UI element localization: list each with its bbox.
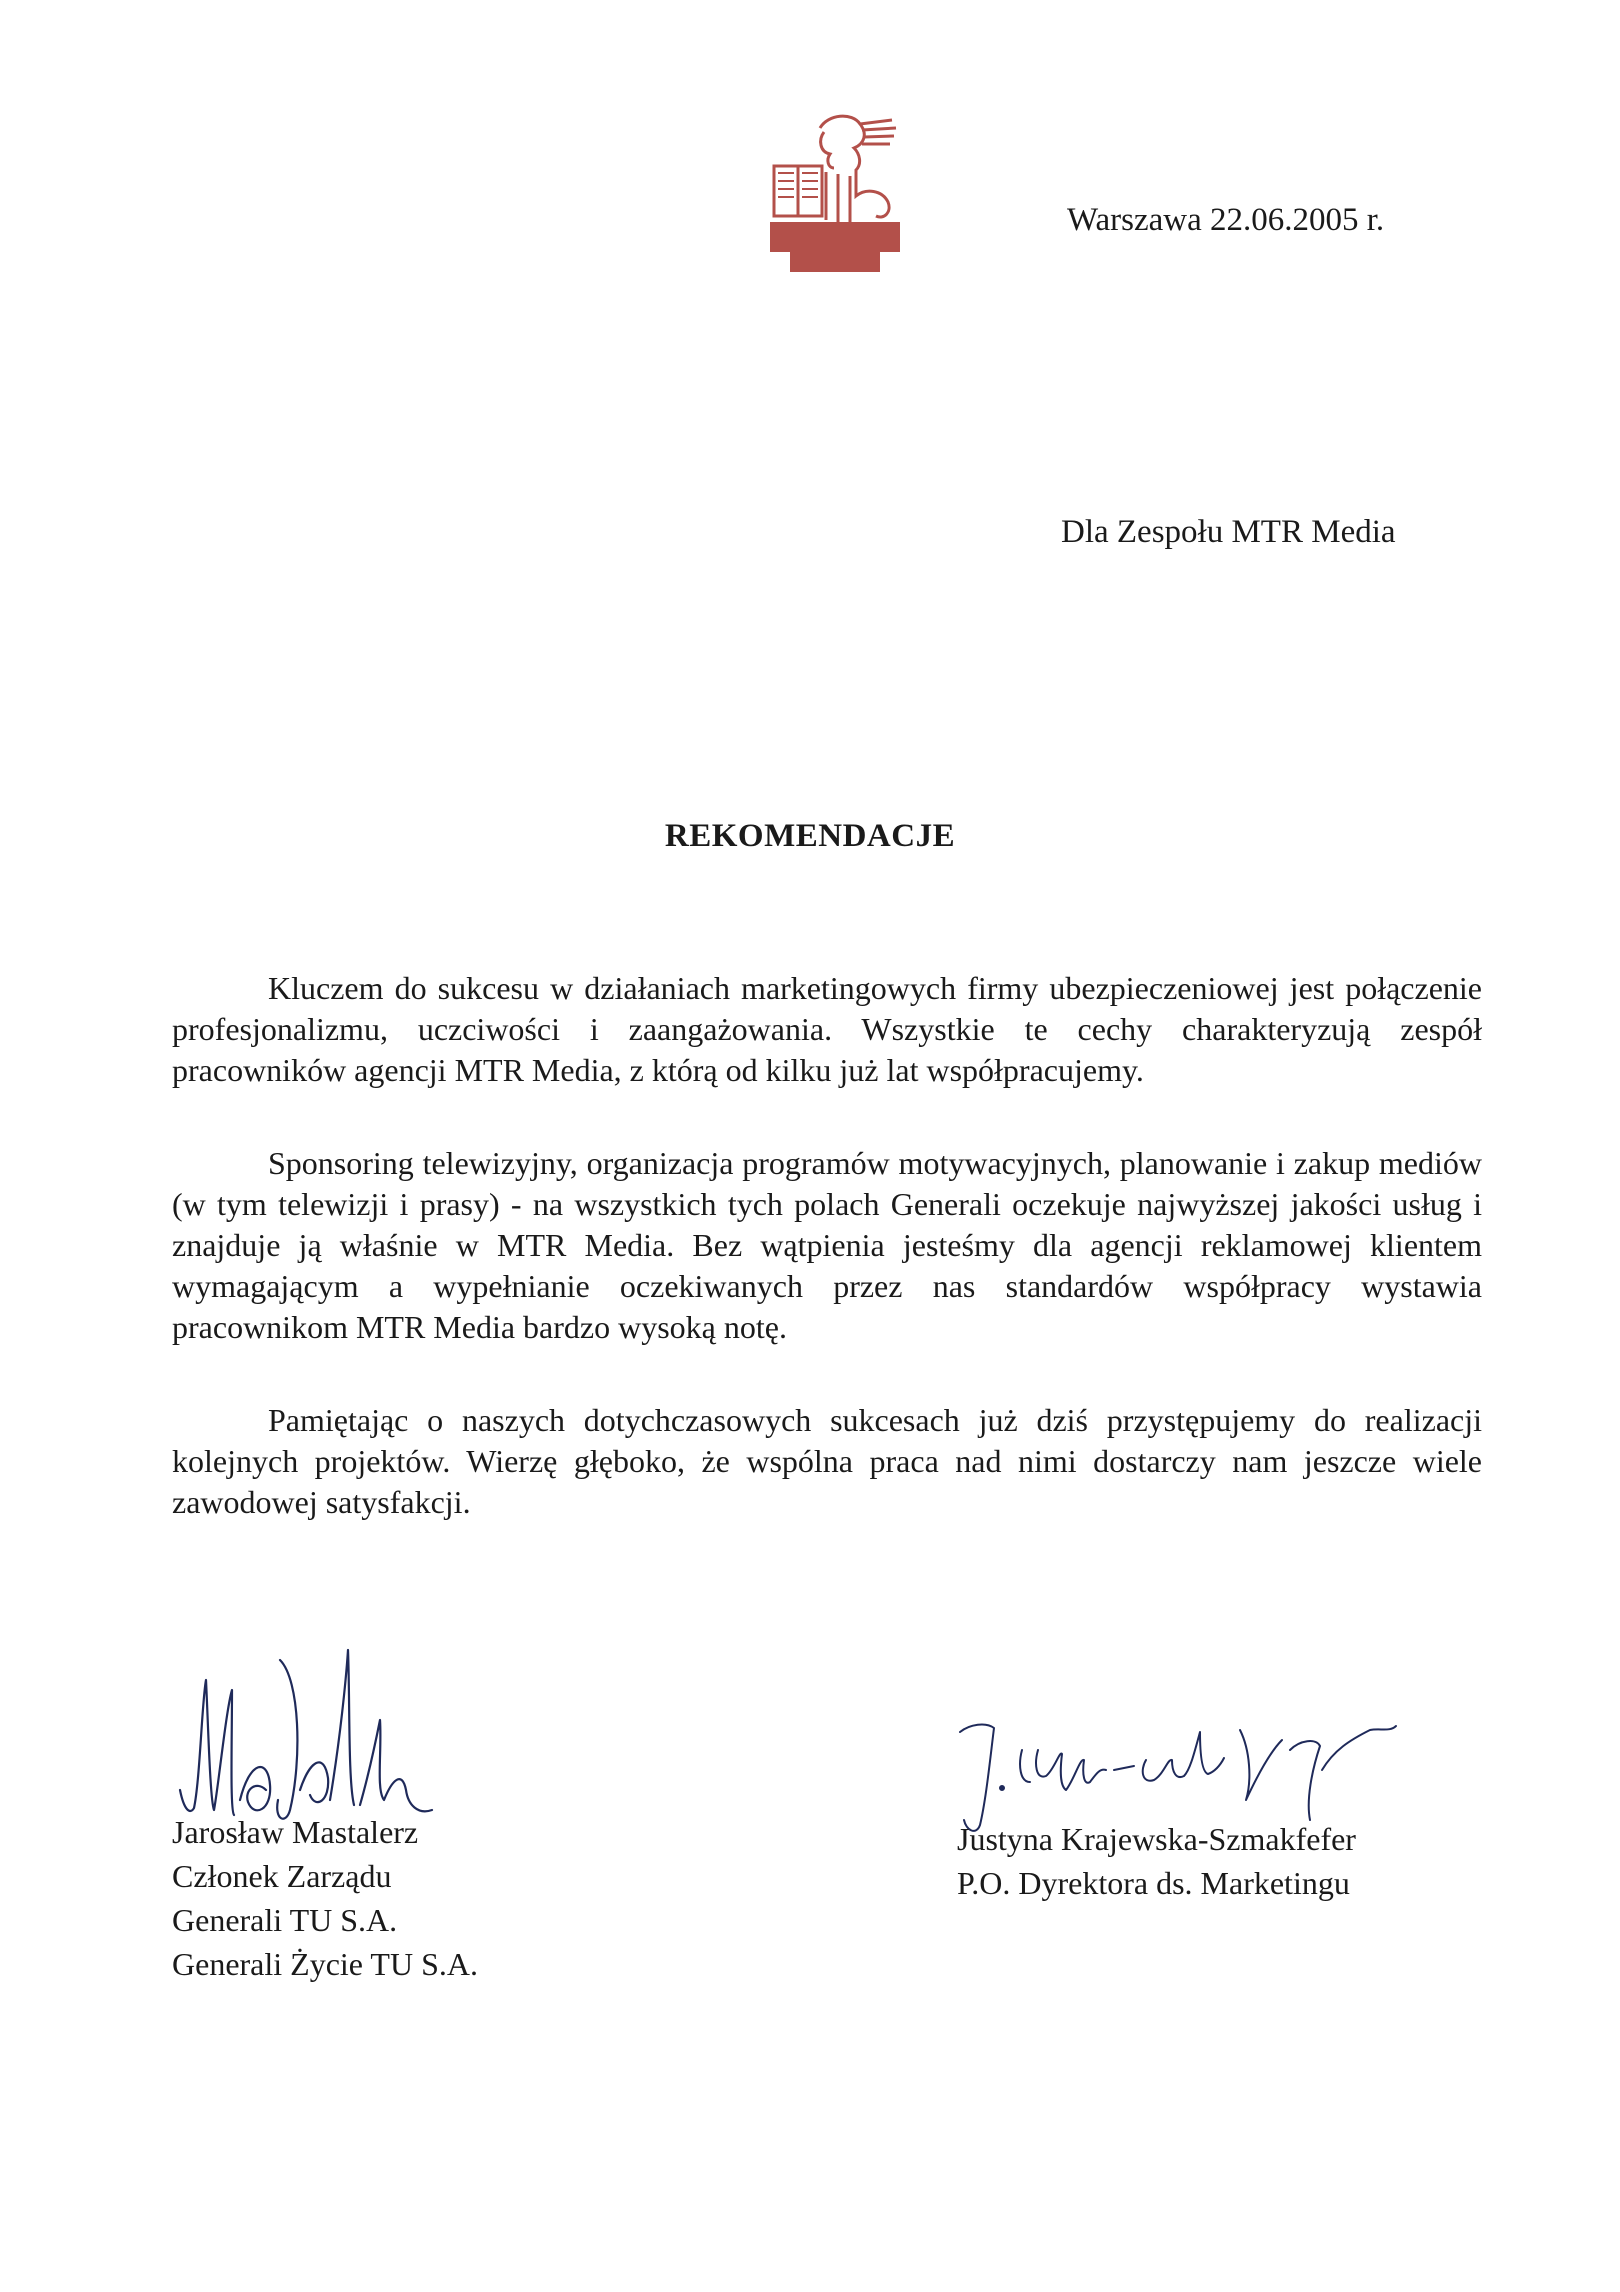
- recipient-line: Dla Zespołu MTR Media: [1061, 514, 1396, 550]
- paragraph-1: Kluczem do sukcesu w działaniach marketingowych firmy ubezpieczeniowej jest połączenie profesjonalizmu, uczciwości i zaangażowania. Wszystkie te cechy charakteryzują zespół pracowników agencji MTR Media, z którą od kilku już lat współpracujemy.: [172, 970, 1482, 1088]
- letter-body: [172, 968, 1482, 1575]
- signatory-right-name: Justyna Krajewska-Szmakfefer: [957, 1821, 1356, 1857]
- generali-logo: [768, 110, 902, 275]
- signatory-left-name: Jarosław Mastalerz: [172, 1814, 419, 1850]
- date-line: Warszawa 22.06.2005 r.: [1067, 202, 1385, 238]
- signatory-left-company-1: Generali TU S.A.: [172, 1902, 398, 1938]
- signatory-left: [172, 1810, 478, 1986]
- paragraph-2: Sponsoring telewizyjny, organizacja programów motywacyjnych, planowanie i zakup mediów (w tym telewizji i prasy) - na wszystkich tych polach Generali oczekuje najwyższej jakości usług i znajduje ją właśnie w MTR Media. Bez wątpienia jesteśmy dla agencji reklamowej klientem wymagającym a wypełnianie oczekiwanych przez nas standardów współpracy wystawia pracownikom MTR Media bardzo wysoką notę.: [172, 1145, 1482, 1345]
- signatory-left-company-2: Generali Życie TU S.A.: [172, 1946, 478, 1982]
- signatory-right: [957, 1817, 1356, 1905]
- paragraph-3: Pamiętając o naszych dotychczasowych sukcesach już dziś przystępujemy do realizacji kolejnych projektów. Wierzę głęboko, że wspólna praca nad nimi dostarczy nam jeszcze wiele zawodowej satysfakcji.: [172, 1402, 1482, 1520]
- signatory-left-role: Członek Zarządu: [172, 1858, 392, 1894]
- signatory-right-role: P.O. Dyrektora ds. Marketingu: [957, 1865, 1350, 1901]
- letter-title: REKOMENDACJE: [664, 818, 956, 854]
